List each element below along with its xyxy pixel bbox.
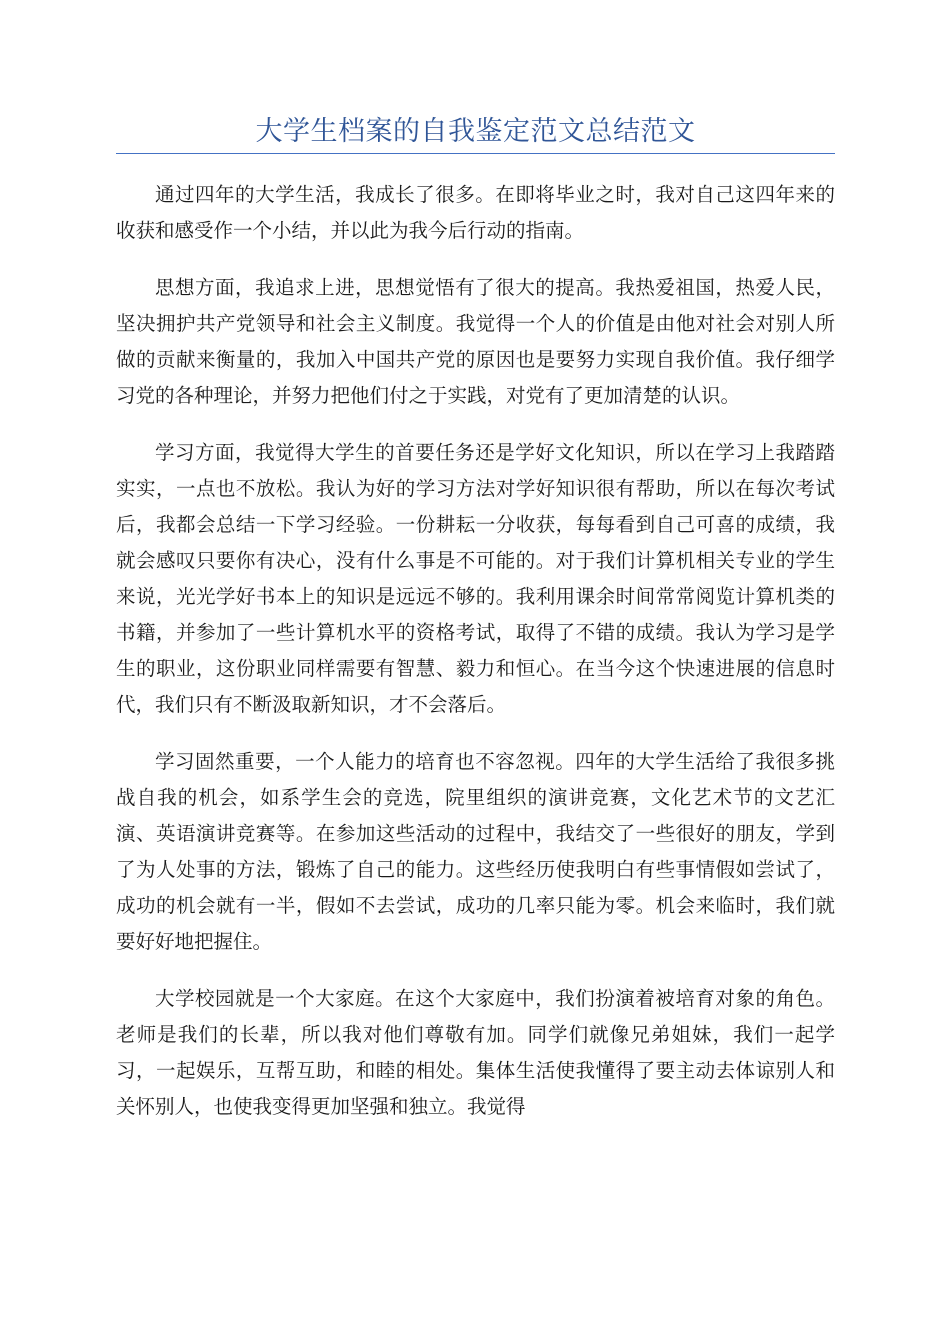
document-title: 大学生档案的自我鉴定范文总结范文 bbox=[255, 116, 696, 147]
title-underline bbox=[116, 153, 835, 154]
paragraph-ability: 学习固然重要，一个人能力的培育也不容忽视。四年的大学生活给了我很多挑战自我的机会，如系学生会的竞选，院里组织的演讲竞赛，文化艺术节的文艺汇演、英语演讲竞赛等。在参加这些活动的过程中，我结交了一些很好的朋友，学到了为人处事的方法，锻炼了自己的能力。这些经历使我明白有些事情假如尝试了，成功的机会就有一半，假如不去尝试，成功的几率只能为零。机会来临时，我们就要好好地把握住。 bbox=[116, 750, 835, 953]
paragraph-ideology: 思想方面，我追求上进，思想觉悟有了很大的提高。我热爱祖国，热爱人民，坚决拥护共产党领导和社会主义制度。我觉得一个人的价值是由他对社会对别人所做的贡献来衡量的，我加入中国共产党的原因也是要努力实现自我价值。我仔细学习党的各种理论，并努力把他们付之于实践，对党有了更加清楚的认识。 bbox=[116, 276, 835, 407]
paragraph-study: 学习方面，我觉得大学生的首要任务还是学好文化知识，所以在学习上我踏踏实实，一点也不放松。我认为好的学习方法对学好知识很有帮助，所以在每次考试后，我都会总结一下学习经验。一份耕耘一分收获，每每看到自己可喜的成绩，我就会感叹只要你有决心，没有什么事是不可能的。对于我们计算机相关专业的学生来说，光光学好书本上的知识是远远不够的。我利用课余时间常常阅览计算机类的书籍，并参加了一些计算机水平的资格考试，取得了不错的成绩。我认为学习是学生的职业，这份职业同样需要有智慧、毅力和恒心。在当今这个快速进展的信息时代，我们只有不断汲取新知识，才不会落后。 bbox=[116, 441, 835, 716]
paragraph-campus: 大学校园就是一个大家庭。在这个大家庭中，我们扮演着被培育对象的角色。老师是我们的长辈，所以我对他们尊敬有加。同学们就像兄弟姐妹，我们一起学习，一起娱乐，互帮互助，和睦的相处。集体生活使我懂得了要主动去体谅别人和关怀别人，也使我变得更加坚强和独立。我觉得 bbox=[116, 987, 835, 1118]
paragraph-intro: 通过四年的大学生活，我成长了很多。在即将毕业之时，我对自己这四年来的收获和感受作一个小结，并以此为我今后行动的指南。 bbox=[116, 183, 835, 242]
document-body bbox=[116, 177, 835, 1146]
